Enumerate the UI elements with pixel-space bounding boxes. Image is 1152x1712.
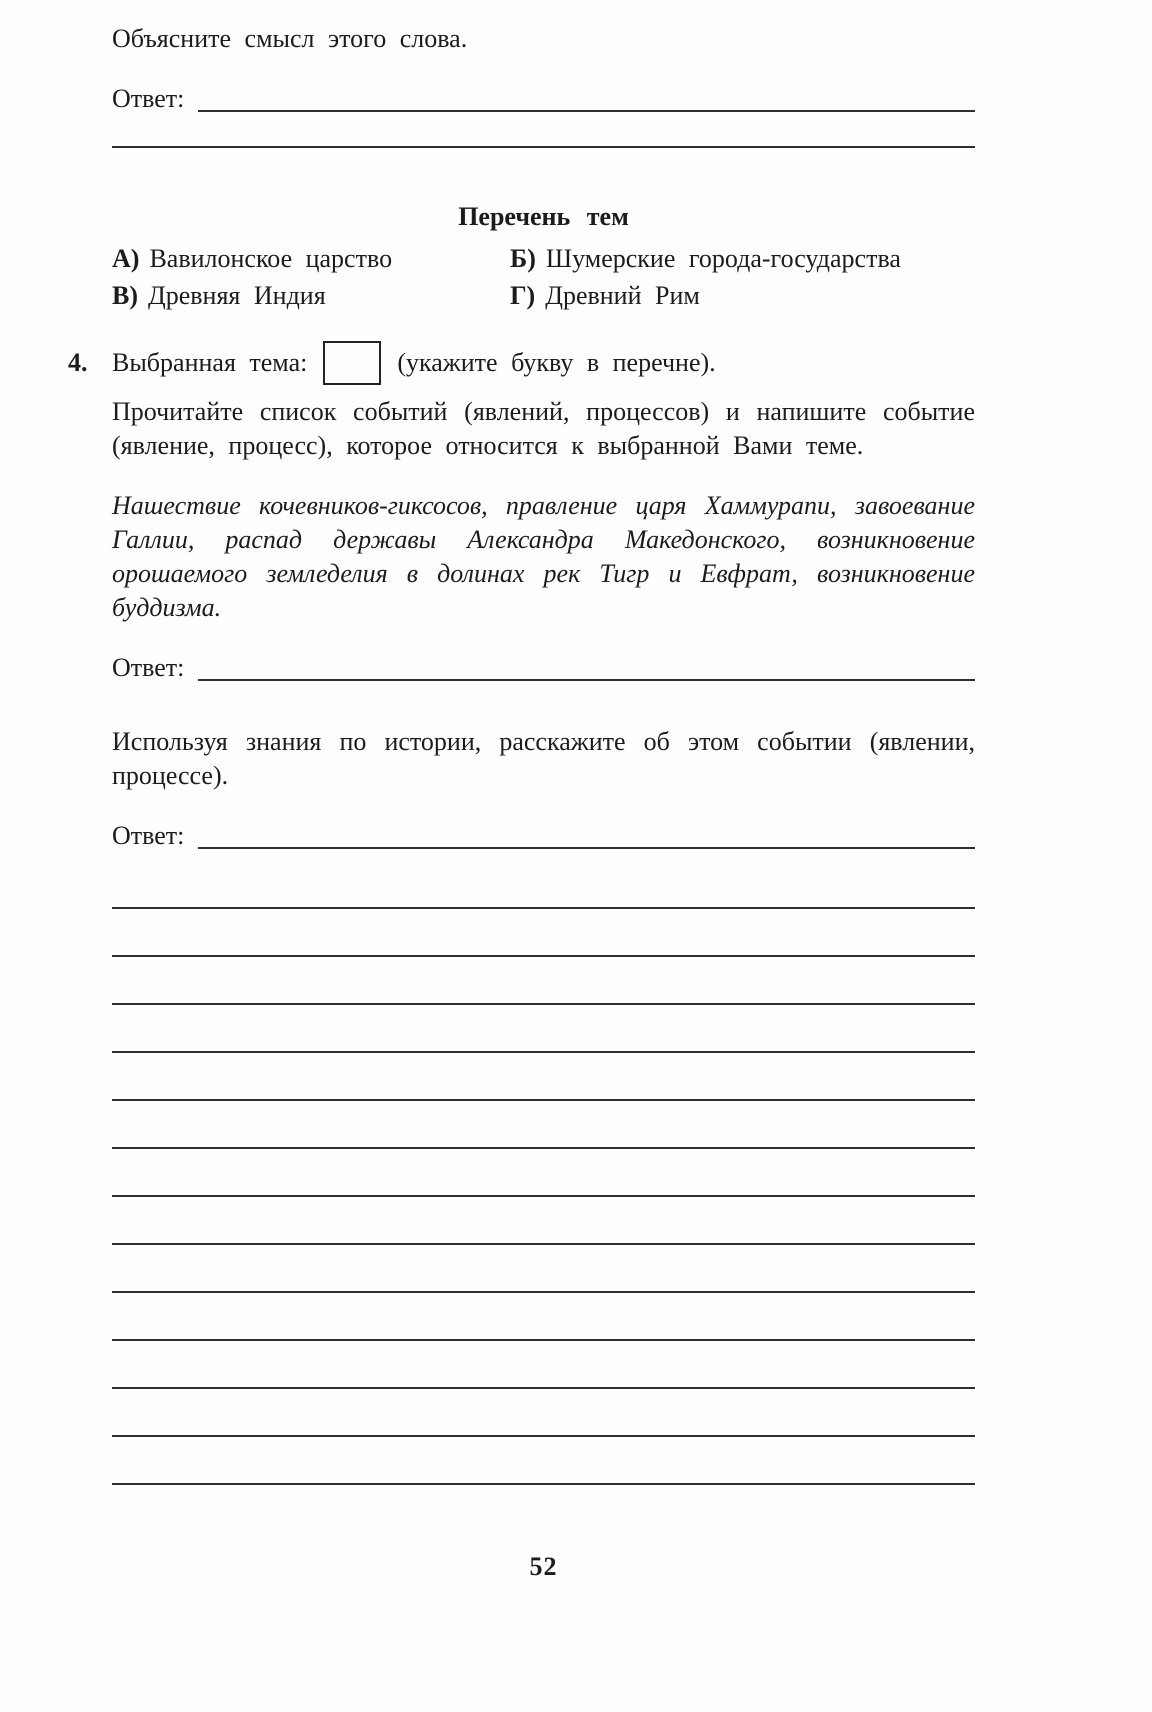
chosen-topic-row [112,341,975,385]
answer-block-3 [112,819,975,853]
topic-title: Вавилонское царство [149,244,393,273]
topic-title: Древняя Индия [148,281,326,310]
instruction-text: Прочитайте список событий (явлений, процессов) и напишите событие (явление, процесс), которое относится к выбранной Вами теме. [112,397,975,460]
ruled-line[interactable] [112,1293,975,1341]
chosen-topic-label: Выбранная тема: [112,348,308,377]
answer-label: Ответ: [112,653,185,682]
topics-header: Перечень тем [458,202,629,231]
topic-title: Шумерские города-государства [545,244,901,273]
ruled-line[interactable] [112,1437,975,1485]
task-4 [68,341,975,1485]
topic-letter: В) [112,281,138,310]
ruled-line[interactable] [112,1149,975,1197]
ruled-line[interactable] [112,1389,975,1437]
topics-list [112,242,975,313]
followup-text: Используя знания по истории, расскажите об этом событии (явлении, процессе). [112,727,975,790]
intro-text: Объясните смысл этого слова. [112,24,468,53]
topic-item-v [112,279,510,313]
answer-block-2 [112,651,975,685]
ruled-line[interactable] [112,1005,975,1053]
topic-letter: Г) [510,281,536,310]
answer-line[interactable] [198,679,975,681]
topic-letter: Б) [510,244,536,273]
ruled-line[interactable] [112,1341,975,1389]
topic-title: Древний Рим [545,281,700,310]
ruled-line[interactable] [112,1101,975,1149]
ruled-line[interactable] [112,957,975,1005]
topic-letter: А) [112,244,140,273]
events-list-text: Нашествие кочевников-гиксосов, правление царя Хаммурапи, завоевание Галлии, распад державы Александра Македонского, возникновение орошаемого земледелия в долинах рек Тигр и Евфрат, возникновение буддизма. [112,491,975,622]
chosen-topic-hint: (укажите букву в перечне). [397,348,716,377]
ruled-line[interactable] [112,116,975,148]
topic-item-a [112,242,510,276]
answer-writing-area [112,861,975,1485]
ruled-line[interactable] [112,909,975,957]
ruled-line[interactable] [112,1245,975,1293]
answer-label: Ответ: [112,84,185,113]
answer-line[interactable] [198,847,975,849]
ruled-line[interactable] [112,861,975,909]
ruled-line[interactable] [112,1053,975,1101]
task-number: 4. [68,348,88,377]
topic-item-g [510,279,975,313]
answer-block-1 [112,82,975,116]
chosen-topic-box[interactable] [323,341,381,385]
page-number: 52 [529,1552,558,1581]
ruled-line[interactable] [112,1197,975,1245]
answer-line[interactable] [198,110,975,112]
answer-label: Ответ: [112,821,185,850]
topic-item-b [510,242,975,276]
